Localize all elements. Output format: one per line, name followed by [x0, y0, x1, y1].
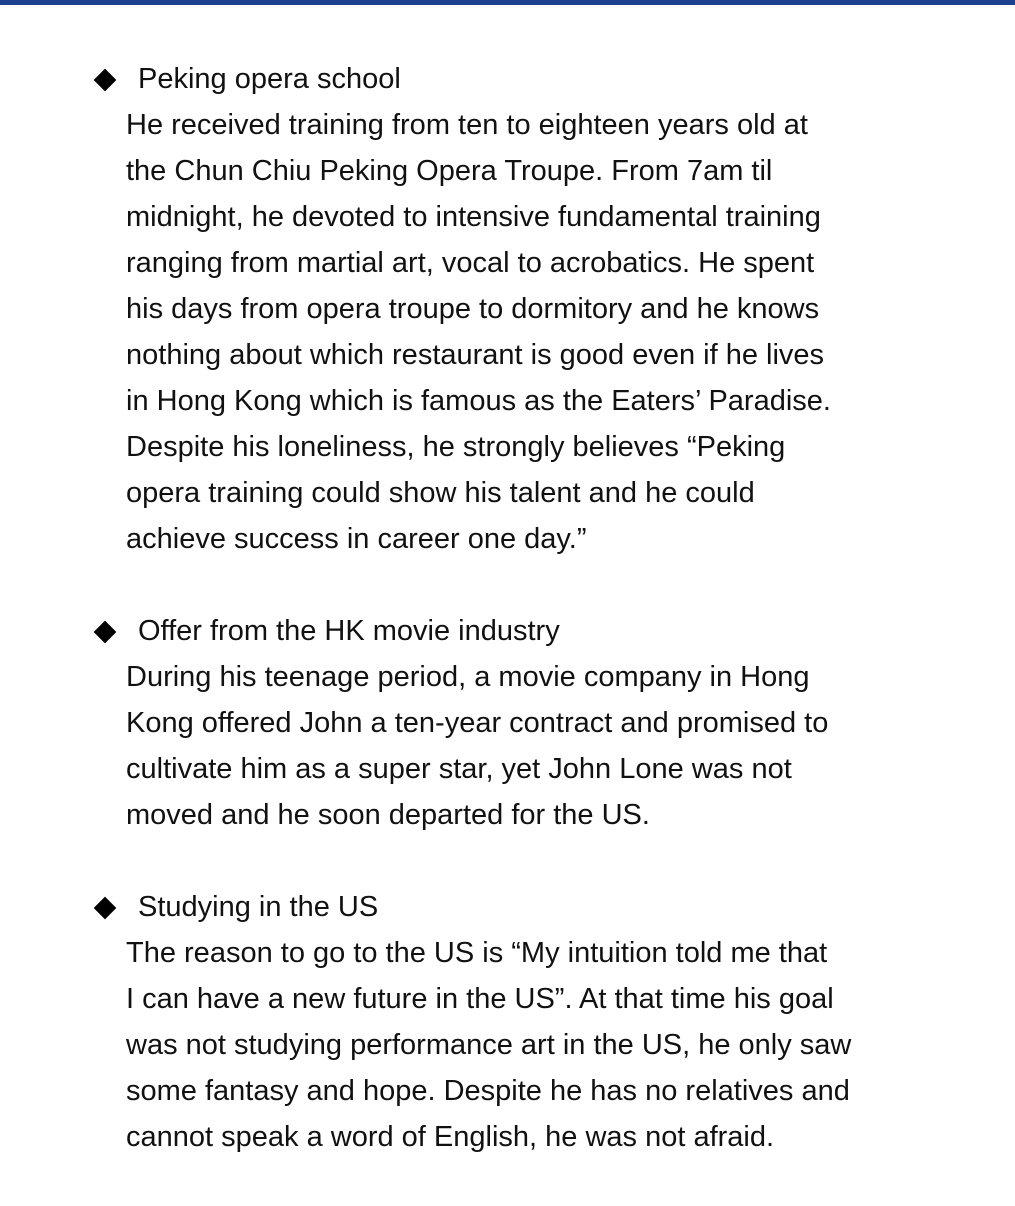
section-heading	[92, 608, 972, 654]
paragraph-line: He received training from ten to eighteen years old at	[126, 109, 808, 141]
paragraph-line: The reason to go to the US is “My intuition told me that	[126, 937, 828, 969]
paragraph-line: his days from opera troupe to dormitory and he knows	[126, 293, 820, 325]
paragraph-line: achieve success in career one day.”	[126, 523, 587, 555]
paragraph-line: ranging from martial art, vocal to acrobatics. He spent	[126, 247, 815, 279]
diamond-bullet-icon	[92, 619, 116, 643]
section-peking-opera-school	[92, 56, 972, 562]
paragraph-line: During his teenage period, a movie company in Hong	[126, 661, 810, 693]
diamond-bullet-icon	[92, 895, 116, 919]
document-body	[92, 56, 972, 1206]
paragraph-line: nothing about which restaurant is good even if he lives	[126, 339, 825, 371]
section-heading	[92, 884, 972, 930]
section-paragraph	[126, 930, 966, 1160]
paragraph-line: cannot speak a word of English, he was not afraid.	[126, 1121, 775, 1153]
paragraph-line: was not studying performance art in the US, he only saw	[126, 1029, 852, 1061]
paragraph-line: the Chun Chiu Peking Opera Troupe. From 7am til	[126, 155, 773, 187]
section-paragraph	[126, 102, 966, 562]
paragraph-line: I can have a new future in the US”. At that time his goal	[126, 983, 834, 1015]
paragraph-line: midnight, he devoted to intensive fundamental training	[126, 201, 821, 233]
section-paragraph	[126, 654, 966, 838]
cropped-previous-line	[126, 0, 926, 4]
diamond-bullet-icon	[92, 67, 116, 91]
paragraph-line: moved and he soon departed for the US.	[126, 799, 650, 831]
section-title: Studying in the US	[138, 891, 379, 923]
paragraph-line: some fantasy and hope. Despite he has no relatives and	[126, 1075, 850, 1107]
paragraph-line: Despite his loneliness, he strongly believes “Peking	[126, 431, 786, 463]
paragraph-line: cultivate him as a super star, yet John Lone was not	[126, 753, 792, 785]
section-heading	[92, 56, 972, 102]
section-title: Offer from the HK movie industry	[138, 615, 560, 647]
section-studying-in-us	[92, 884, 972, 1160]
section-title: Peking opera school	[138, 63, 401, 95]
section-hk-movie-offer	[92, 608, 972, 838]
paragraph-line: opera training could show his talent and he could	[126, 477, 755, 509]
paragraph-line: in Hong Kong which is famous as the Eaters’ Paradise.	[126, 385, 831, 417]
paragraph-line: Kong offered John a ten-year contract and promised to	[126, 707, 829, 739]
